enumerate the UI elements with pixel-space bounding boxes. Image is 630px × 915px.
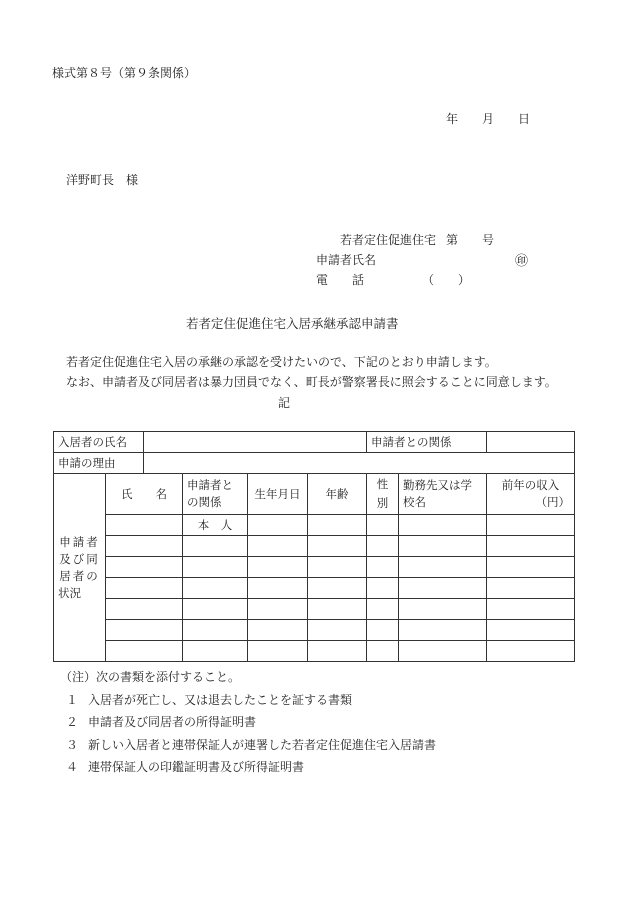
notes-section: [60, 666, 436, 779]
note-item: １ 入居者が死亡し、又は退去したことを証する書類: [66, 692, 353, 707]
table-row: [54, 515, 575, 536]
table-row: [54, 578, 575, 599]
date-year: 年: [446, 112, 459, 126]
col-header-age: 年齢: [308, 474, 367, 515]
notes-heading: （注）次の書類を添付すること。: [60, 670, 241, 684]
relation-to-applicant-field[interactable]: [487, 432, 575, 453]
table-row: [54, 620, 575, 641]
side-label: 申請者 及び同 居者の 状況: [54, 474, 106, 662]
resident-name-field[interactable]: [144, 432, 367, 453]
housing-label: 若者定住促進住宅: [340, 233, 437, 247]
seal-mark: ㊞: [515, 254, 529, 269]
table-row: [54, 536, 575, 557]
col-header-name: 氏 名: [106, 474, 183, 515]
note-item: ３ 新しい入居者と連帯保証人が連署した若者定住促進住宅入居請書: [66, 737, 437, 752]
reason-field[interactable]: [144, 453, 575, 474]
table-row: [54, 557, 575, 578]
date-month: 月: [482, 112, 495, 126]
table-row: [54, 599, 575, 620]
note-item: ２ 申請者及び同居者の所得証明書: [66, 715, 257, 729]
table-row: [54, 641, 575, 662]
applicant-name-label: 申請者氏名: [316, 253, 377, 267]
reason-label: 申請の理由: [54, 453, 144, 474]
form-number: 様式第８号（第９条関係）: [52, 66, 197, 80]
col-header-income: 前年の収入 （円）: [487, 474, 575, 515]
self-label: 本 人: [183, 515, 248, 536]
addressee: 洋野町長 様: [66, 173, 139, 187]
table-row: [54, 453, 575, 474]
relation-to-applicant-label: 申請者との関係: [367, 432, 487, 453]
table-row: [54, 474, 575, 515]
date-day: 日: [518, 112, 531, 126]
note-item: ４ 連帯保証人の印鑑証明書及び所得証明書: [66, 760, 305, 774]
col-header-relation: 申請者と の関係: [183, 474, 248, 515]
body-text: [66, 352, 557, 392]
application-table: [53, 431, 575, 662]
resident-name-label: 入居者の氏名: [54, 432, 144, 453]
document-title: 若者定住促進住宅入居承継承認申請書: [186, 316, 399, 331]
housing-go: 号: [482, 233, 495, 247]
body-line-1: 若者定住促進住宅入居の承継の承認を受けたいので、下記のとおり申請します。: [66, 355, 497, 369]
phone-label: 電 話: [316, 273, 365, 287]
ki-label: 記: [278, 396, 291, 410]
col-header-workplace: 勤務先又は学 校名: [399, 474, 487, 515]
table-row: [54, 432, 575, 453]
body-line-2: なお、申請者及び同居者は暴力団員でなく、町長が警察署長に照会することに同意します。: [66, 375, 557, 389]
housing-dai: 第: [446, 233, 459, 247]
phone-paren: （ ）: [422, 273, 471, 287]
col-header-birthdate: 生年月日: [248, 474, 308, 515]
col-header-sex: 性 別: [367, 474, 399, 515]
